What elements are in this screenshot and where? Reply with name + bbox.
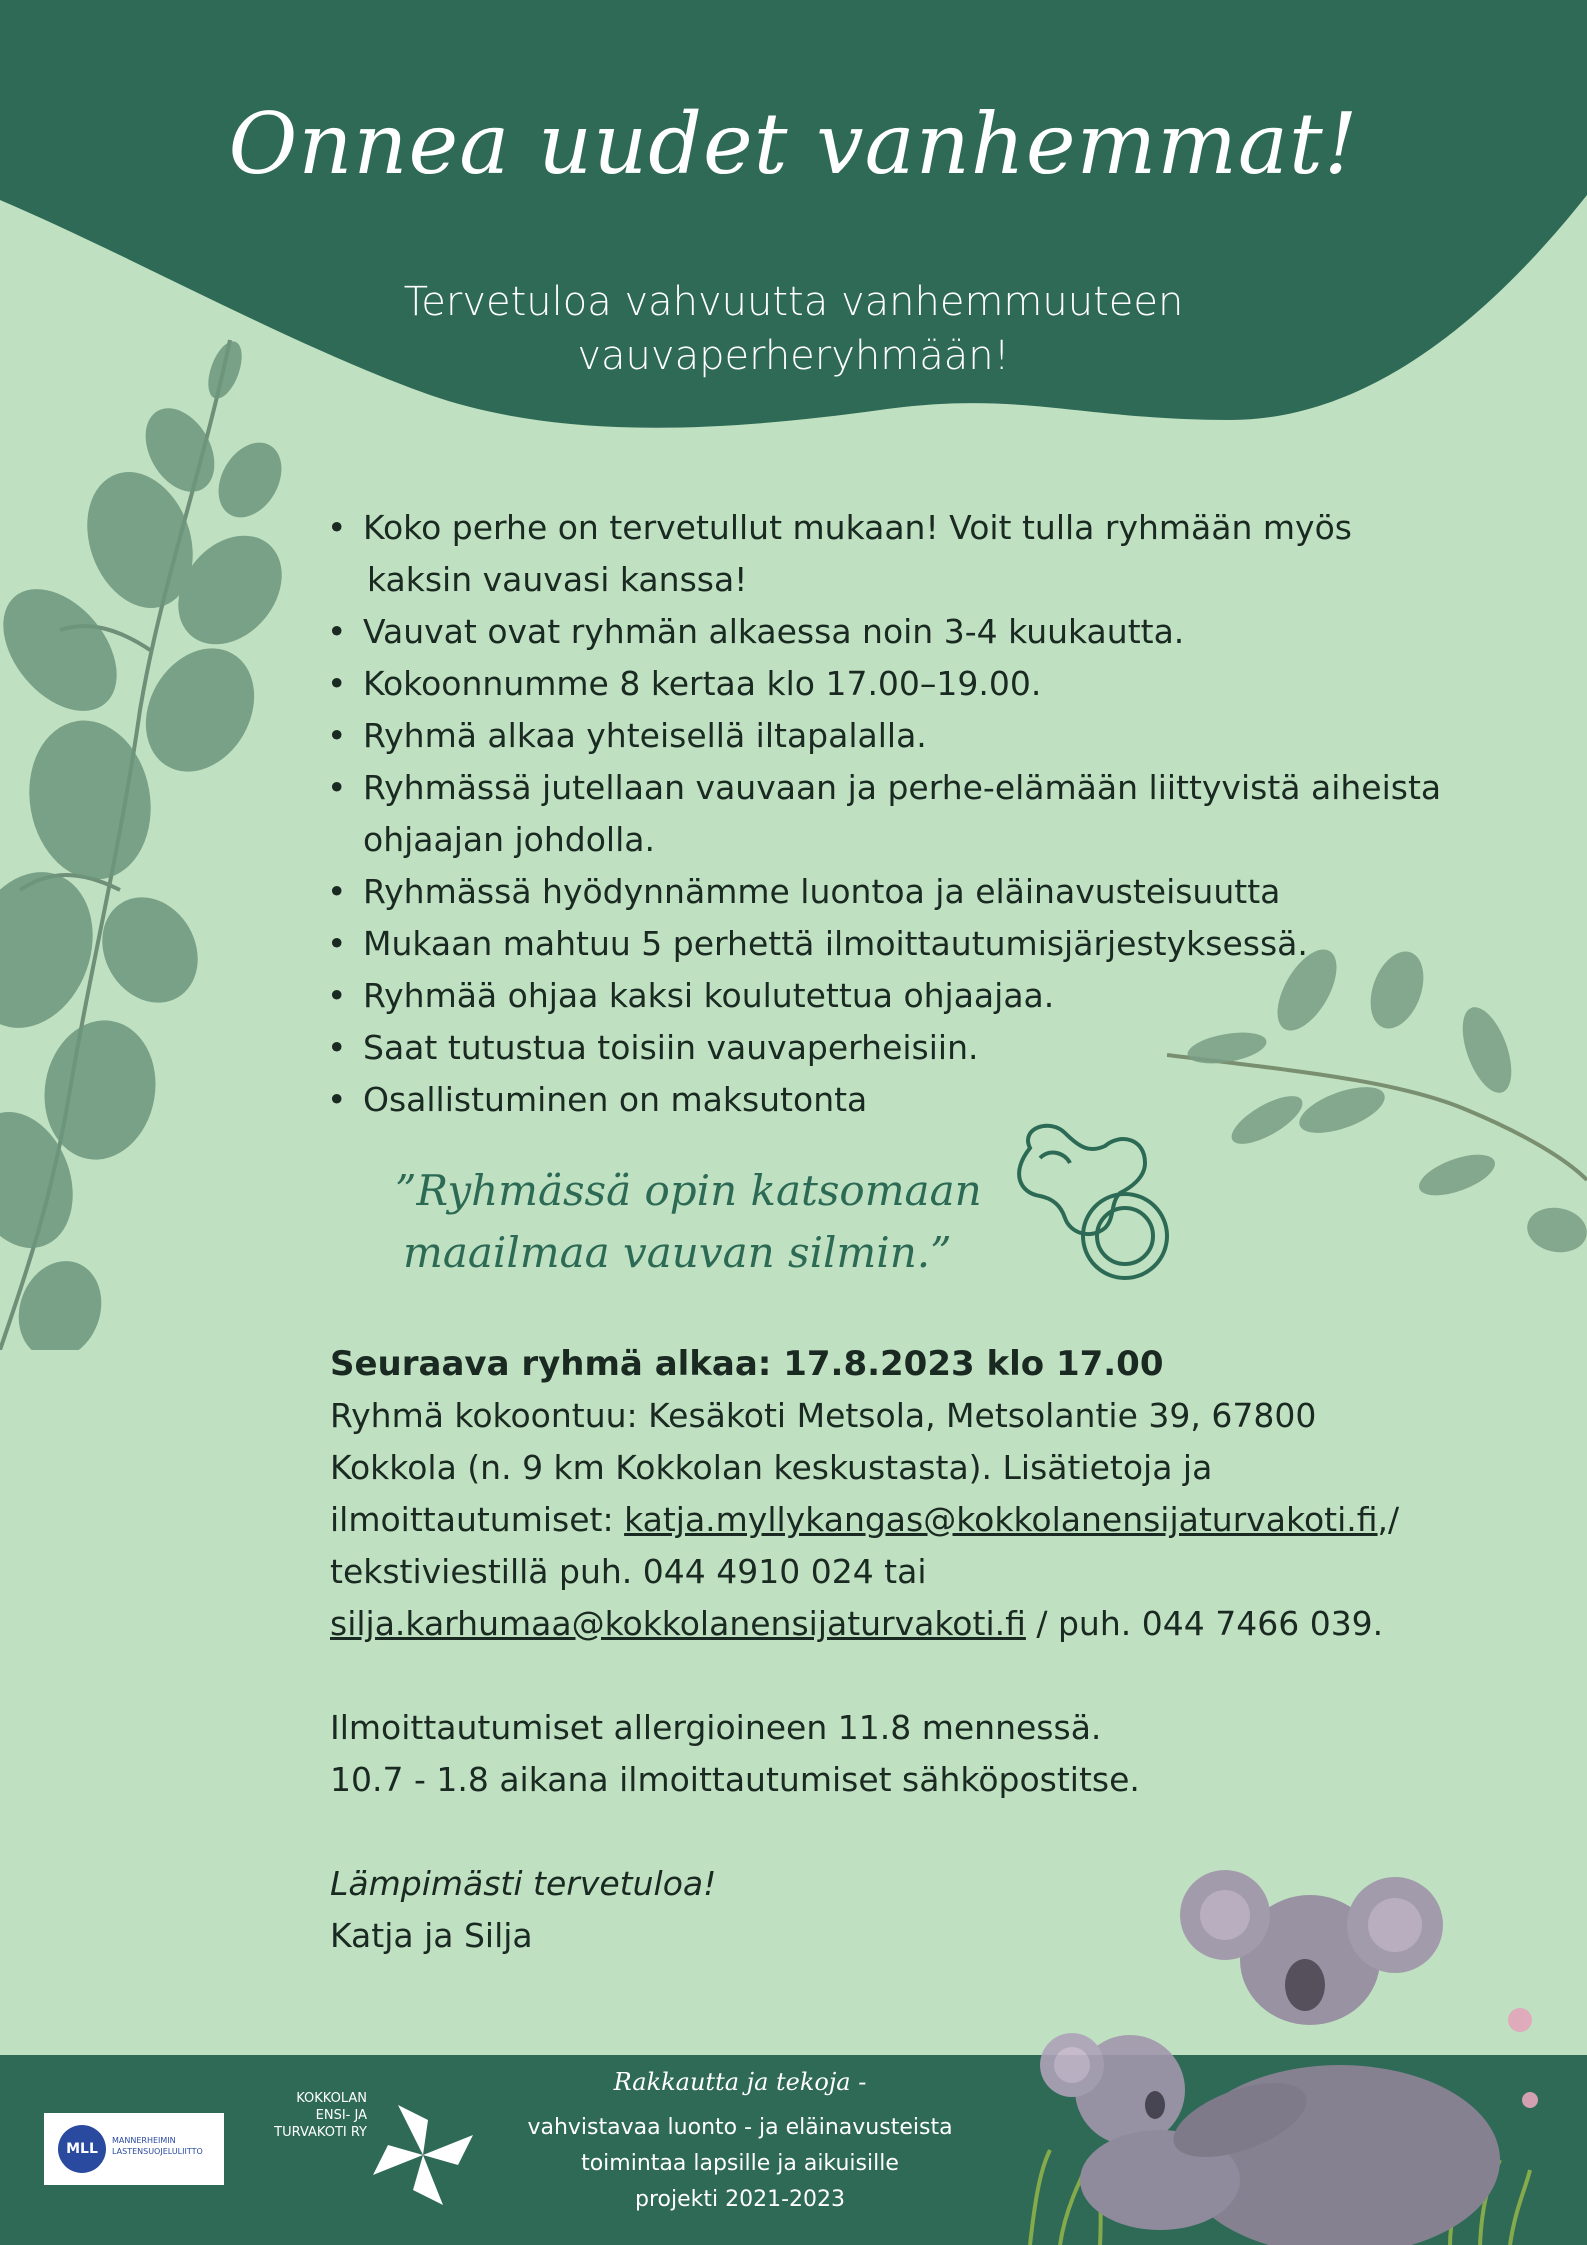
list-item: • Ryhmä alkaa yhteisellä iltapalalla. — [323, 710, 1503, 762]
subtitle-line-1: Tervetuloa vahvuutta vanhemmuuteen — [403, 279, 1184, 325]
sms-line: tekstiviestillä puh. 044 4910 024 tai — [330, 1552, 927, 1591]
email-link-katja[interactable]: katja.myllykangas@kokkolanensijaturvakoti.fi — [624, 1500, 1378, 1539]
list-item: • Koko perhe on tervetullut mukaan! Voit tulla ryhmään myös kaksin vauvasi kanssa! — [323, 502, 1503, 606]
list-item: • Ryhmässä jutellaan vauvaan ja perhe-elämään liittyvistä aiheista ohjaajan johdolla. — [323, 762, 1503, 866]
quote-line-2: maailmaa vauvan silmin.” — [403, 1228, 952, 1277]
event-info — [330, 1338, 1430, 1962]
list-item: • Saat tutustua toisiin vauvaperheisiin. — [323, 1022, 1503, 1074]
mll-logo — [44, 2113, 224, 2185]
quote — [395, 1160, 1035, 1284]
registration-line: ilmoittautumiset: katja.myllykangas@kokkolanensijaturvakoti.fi,/ — [330, 1500, 1400, 1539]
list-item: • Ryhmää ohjaa kaksi koulutettua ohjaajaa. — [323, 970, 1503, 1022]
page-title: Onnea uudet vanhemmat! — [228, 95, 1359, 193]
location-line-2: Kokkola (n. 9 km Kokkolan keskustasta). Lisätietoja ja — [330, 1448, 1213, 1487]
deadline-line-2: 10.7 - 1.8 aikana ilmoittautumiset sähköpostitse. — [330, 1760, 1140, 1799]
greeting: Lämpimästi tervetuloa! — [330, 1864, 717, 1903]
info-bullet-list — [323, 502, 1503, 1126]
mll-logo-name: MANNERHEIMIN LASTENSUOJELULIITTO — [112, 2136, 203, 2156]
contact-line: silja.karhumaa@kokkolanensijaturvakoti.fi / puh. 044 7466 039. — [330, 1604, 1384, 1643]
footer-project-text: vahvistavaa luonto - ja eläinavusteista toimintaa lapsille ja aikuisille projekti 2021-2023 — [527, 2115, 953, 2212]
next-group-heading: Seuraava ryhmä alkaa: 17.8.2023 klo 17.00 — [330, 1344, 1164, 1384]
kokkola-logo-text: KOKKOLAN ENSI- JA TURVAKOTI RY — [274, 2091, 367, 2140]
list-item: • Mukaan mahtuu 5 perhettä ilmoittautumisjärjestyksessä. — [323, 918, 1503, 970]
list-item: • Kokoonnumme 8 kertaa klo 17.00–19.00. — [323, 658, 1503, 710]
subtitle-line-2: vauvaperheryhmään! — [577, 333, 1010, 379]
location-line-1: Ryhmä kokoontuu: Kesäkoti Metsola, Metsolantie 39, 67800 — [330, 1396, 1317, 1435]
spacer — [330, 1650, 1430, 1702]
deadline-line-1: Ilmoittautumiset allergioineen 11.8 mennessä. — [330, 1708, 1102, 1747]
eucalyptus-left-illustration — [0, 330, 300, 1350]
pacifier-icon — [1010, 1118, 1190, 1283]
koala-illustration — [1010, 1870, 1550, 2245]
footer-slogan: Rakkautta ja tekoja - — [613, 2068, 867, 2096]
signature: Katja ja Silja — [330, 1916, 533, 1955]
email-link-silja[interactable]: silja.karhumaa@kokkolanensijaturvakoti.fi — [330, 1604, 1026, 1643]
mll-logo-mark: MLL — [58, 2125, 106, 2173]
spacer — [330, 1806, 1430, 1858]
list-item: • Vauvat ovat ryhmän alkaessa noin 3-4 kuukautta. — [323, 606, 1503, 658]
list-item: • Osallistuminen on maksutonta — [323, 1074, 1503, 1126]
quote-line-1: ”Ryhmässä opin katsomaan — [395, 1166, 982, 1215]
list-item: • Ryhmässä hyödynnämme luontoa ja eläinavusteisuutta — [323, 866, 1503, 918]
pinwheel-logo-icon — [368, 2100, 478, 2210]
